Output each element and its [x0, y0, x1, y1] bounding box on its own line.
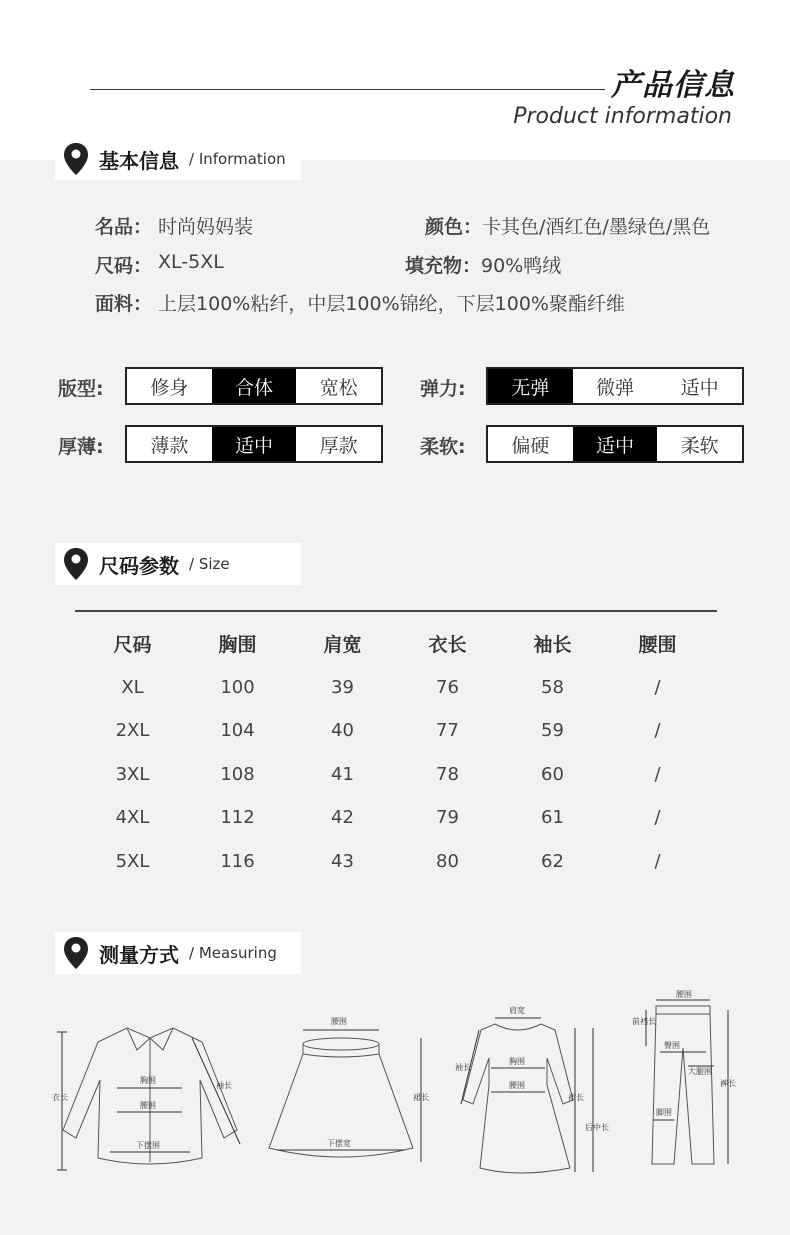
- table-header-cell: 腰围: [638, 634, 677, 657]
- table-cell: XL: [121, 676, 144, 698]
- page-title: 产品信息: [611, 68, 735, 103]
- section-subtitle: / Size: [189, 555, 230, 573]
- option-cell: 薄款: [150, 434, 189, 457]
- table-cell: /: [654, 676, 661, 698]
- table-header-row: [80, 622, 710, 666]
- info-key: 颜色：: [425, 216, 483, 238]
- section-subtitle: / Information: [189, 150, 286, 168]
- info-name: [95, 212, 253, 239]
- table-cell: /: [654, 720, 661, 742]
- option-cell: 宽松: [319, 376, 358, 399]
- dress-chest-label: 胸围: [509, 1057, 525, 1066]
- shirt-chest-label: 胸围: [140, 1076, 156, 1085]
- pants-length-label: 裤长: [720, 1079, 736, 1088]
- table-cell: 104: [220, 720, 255, 742]
- option-group-fit: [125, 367, 383, 405]
- section-header-size: [55, 543, 301, 585]
- skirt-measure-diagram: [265, 1010, 435, 1174]
- option-cell: 适中: [680, 376, 719, 399]
- table-header-cell: 肩宽: [323, 634, 362, 657]
- table-cell: 108: [220, 763, 255, 785]
- table-cell: 79: [436, 807, 459, 829]
- table-cell: 42: [331, 807, 354, 829]
- dress-measure-diagram: [455, 1000, 609, 1179]
- info-fabric: [95, 289, 625, 316]
- table-cell: 60: [541, 763, 564, 785]
- table-row: [80, 753, 710, 797]
- table-row: [80, 796, 710, 840]
- option-group-thickness: [125, 425, 383, 463]
- table-cell: 2XL: [115, 720, 150, 742]
- option-group-stretch: [486, 367, 744, 405]
- table-header-cell: 衣长: [428, 634, 467, 657]
- info-size: [95, 251, 224, 278]
- header-rule: [90, 89, 605, 90]
- option-cell: 修身: [150, 376, 189, 399]
- location-pin-icon: [63, 936, 89, 970]
- table-cell: /: [654, 850, 661, 872]
- dress-shoulder-label: 肩宽: [509, 1006, 525, 1015]
- info-fill: [405, 251, 561, 278]
- pants-waist-label: 腰围: [676, 990, 692, 999]
- info-key: 填充物：: [405, 255, 482, 277]
- option-group-softness: [486, 425, 744, 463]
- table-cell: /: [654, 763, 661, 785]
- option-cell: 偏硬: [511, 434, 550, 457]
- info-key: 尺码：: [95, 255, 153, 277]
- option-cell: 无弹: [488, 369, 573, 403]
- table-header-cell: 袖长: [533, 634, 572, 657]
- skirt-waist-label: 腰围: [331, 1017, 347, 1026]
- option-cell: 柔软: [680, 434, 719, 457]
- option-label-fit: 版型:: [58, 378, 104, 400]
- table-cell: 76: [436, 676, 459, 698]
- size-table: [80, 622, 710, 883]
- info-value: 上层100%粘纤，中层100%锦纶，下层100%聚酯纤维: [158, 293, 625, 315]
- info-value: 卡其色/酒红色/墨绿色/黑色: [482, 216, 711, 238]
- info-key: 名品：: [95, 216, 153, 238]
- info-value: XL-5XL: [158, 251, 224, 273]
- table-cell: 112: [220, 807, 255, 829]
- dress-back-label: 后中长: [585, 1123, 609, 1132]
- option-label-thickness: 厚薄:: [58, 436, 104, 458]
- table-cell: 61: [541, 807, 564, 829]
- info-color: [425, 212, 710, 239]
- table-row: [80, 666, 710, 710]
- table-cell: 77: [436, 720, 459, 742]
- table-cell: 41: [331, 763, 354, 785]
- info-value: 时尚妈妈装: [158, 216, 254, 238]
- table-cell: 58: [541, 676, 564, 698]
- table-cell: 39: [331, 676, 354, 698]
- pants-hip-label: 臀围: [664, 1041, 680, 1050]
- pants-leg-label: 脚围: [656, 1108, 672, 1117]
- page-subtitle: Product information: [513, 104, 732, 129]
- table-cell: 43: [331, 850, 354, 872]
- skirt-hem-label: 下摆宽: [327, 1139, 351, 1148]
- dress-length-label: 裙长: [568, 1093, 584, 1102]
- section-header-measure: [55, 932, 301, 974]
- table-cell: 4XL: [115, 807, 150, 829]
- option-cell: 适中: [212, 427, 297, 461]
- table-cell: 100: [220, 676, 255, 698]
- section-title: 尺码参数: [99, 553, 179, 578]
- dress-waist-label: 腰围: [509, 1081, 525, 1090]
- info-key: 面料：: [95, 293, 153, 315]
- shirt-sleeve-label: 袖长: [216, 1081, 232, 1090]
- size-table-rule: [75, 610, 717, 612]
- shirt-waist-label: 腰围: [140, 1101, 156, 1110]
- shirt-hem-label: 下摆围: [136, 1141, 160, 1150]
- pants-measure-diagram: [628, 988, 743, 1177]
- info-value: 90%鸭绒: [481, 255, 562, 277]
- table-cell: /: [654, 807, 661, 829]
- table-cell: 5XL: [115, 850, 150, 872]
- table-cell: 116: [220, 850, 255, 872]
- table-header-cell: 尺码: [113, 634, 152, 657]
- table-cell: 80: [436, 850, 459, 872]
- table-cell: 59: [541, 720, 564, 742]
- section-header-info: [55, 138, 301, 180]
- pants-thigh-label: 大腿围: [688, 1067, 712, 1076]
- option-cell: 合体: [212, 369, 297, 403]
- skirt-length-label: 裙长: [413, 1093, 429, 1102]
- page-header: [0, 0, 790, 160]
- shirt-length-label: 衣长: [52, 1093, 68, 1102]
- location-pin-icon: [63, 547, 89, 581]
- table-cell: 40: [331, 720, 354, 742]
- section-subtitle: / Measuring: [189, 944, 277, 962]
- table-row: [80, 840, 710, 884]
- option-cell: 适中: [573, 427, 658, 461]
- option-cell: 厚款: [319, 434, 358, 457]
- table-row: [80, 709, 710, 753]
- option-label-stretch: 弹力:: [420, 378, 466, 400]
- shirt-measure-diagram: [52, 1020, 247, 1179]
- table-cell: 3XL: [115, 763, 150, 785]
- location-pin-icon: [63, 142, 89, 176]
- dress-sleeve-label: 袖长: [455, 1063, 471, 1072]
- option-label-softness: 柔软:: [420, 436, 466, 458]
- option-cell: 微弹: [596, 376, 635, 399]
- section-title: 测量方式: [99, 942, 179, 967]
- table-cell: 78: [436, 763, 459, 785]
- pants-front-rise-label: 前裆长: [632, 1017, 656, 1026]
- table-cell: 62: [541, 850, 564, 872]
- section-title: 基本信息: [99, 148, 179, 173]
- table-header-cell: 胸围: [218, 634, 257, 657]
